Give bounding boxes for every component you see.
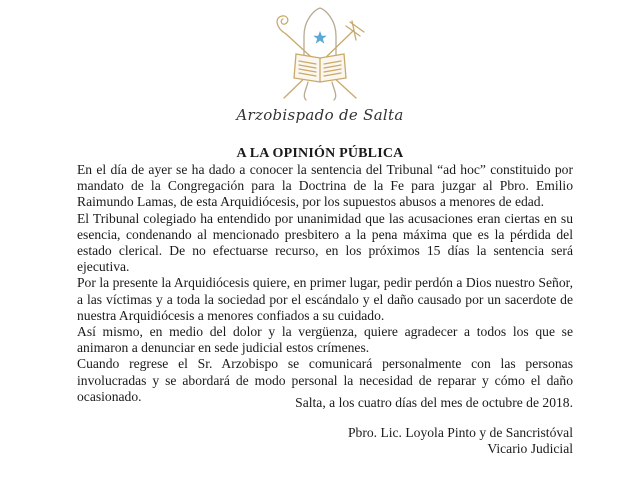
paragraph: Por la presente la Arquidiócesis quiere, en primer lugar, pedir perdón a Dios nuestro Señor, a las víctimas y a toda la sociedad por el escándalo y el daño causado por un sacerdote de nuestra Arquidiócesis a menores confiados a su cuidado. — [77, 275, 573, 323]
signature-name: Pbro. Lic. Loyola Pinto y de Sancristóval — [347, 425, 573, 440]
paragraph: Cuando regrese el Sr. Arzobispo se comunicará personalmente con las personas involucradas y se abordará de modo personal la necesidad de reparar y cómo el daño ocasionado. — [77, 356, 573, 404]
signature-role: Vicario Judicial — [487, 441, 573, 456]
archbishop-coat-of-arms-icon — [266, 6, 374, 106]
document-body — [77, 162, 573, 405]
paragraph: El Tribunal colegiado ha entendido por unanimidad que las acusaciones eran ciertas en su esencia, condenando al mencionado presbitero a la pena máxima que es la pérdida del estado clerical. De no efectuarse recurso, en los próximos 15 días la sentencia será ejecutiva. — [77, 210, 573, 275]
date-line: Salta, a los cuatro días del mes de octubre de 2018. — [295, 395, 573, 410]
paragraph: En el día de ayer se ha dado a conocer la sentencia del Tribunal “ad hoc” constituido por mandato de la Congregación para la Doctrina de la Fe para juzgar al Pbro. Emilio Raimundo Lamas, de esta Arquidiócesis, por los supuestos abusos a menores de edad. — [77, 162, 573, 210]
page-title: A LA OPINIÓN PÚBLICA — [236, 146, 404, 161]
star-icon — [313, 31, 327, 44]
signature-block — [348, 425, 573, 457]
paragraph: Así mismo, en medio del dolor y la vergüenza, quiere agradecer a todos los que se animaron a denunciar en sede judicial estos crímenes. — [77, 324, 573, 356]
logo — [266, 6, 374, 106]
logo-caption: Arzobispado de Salta — [236, 106, 404, 124]
